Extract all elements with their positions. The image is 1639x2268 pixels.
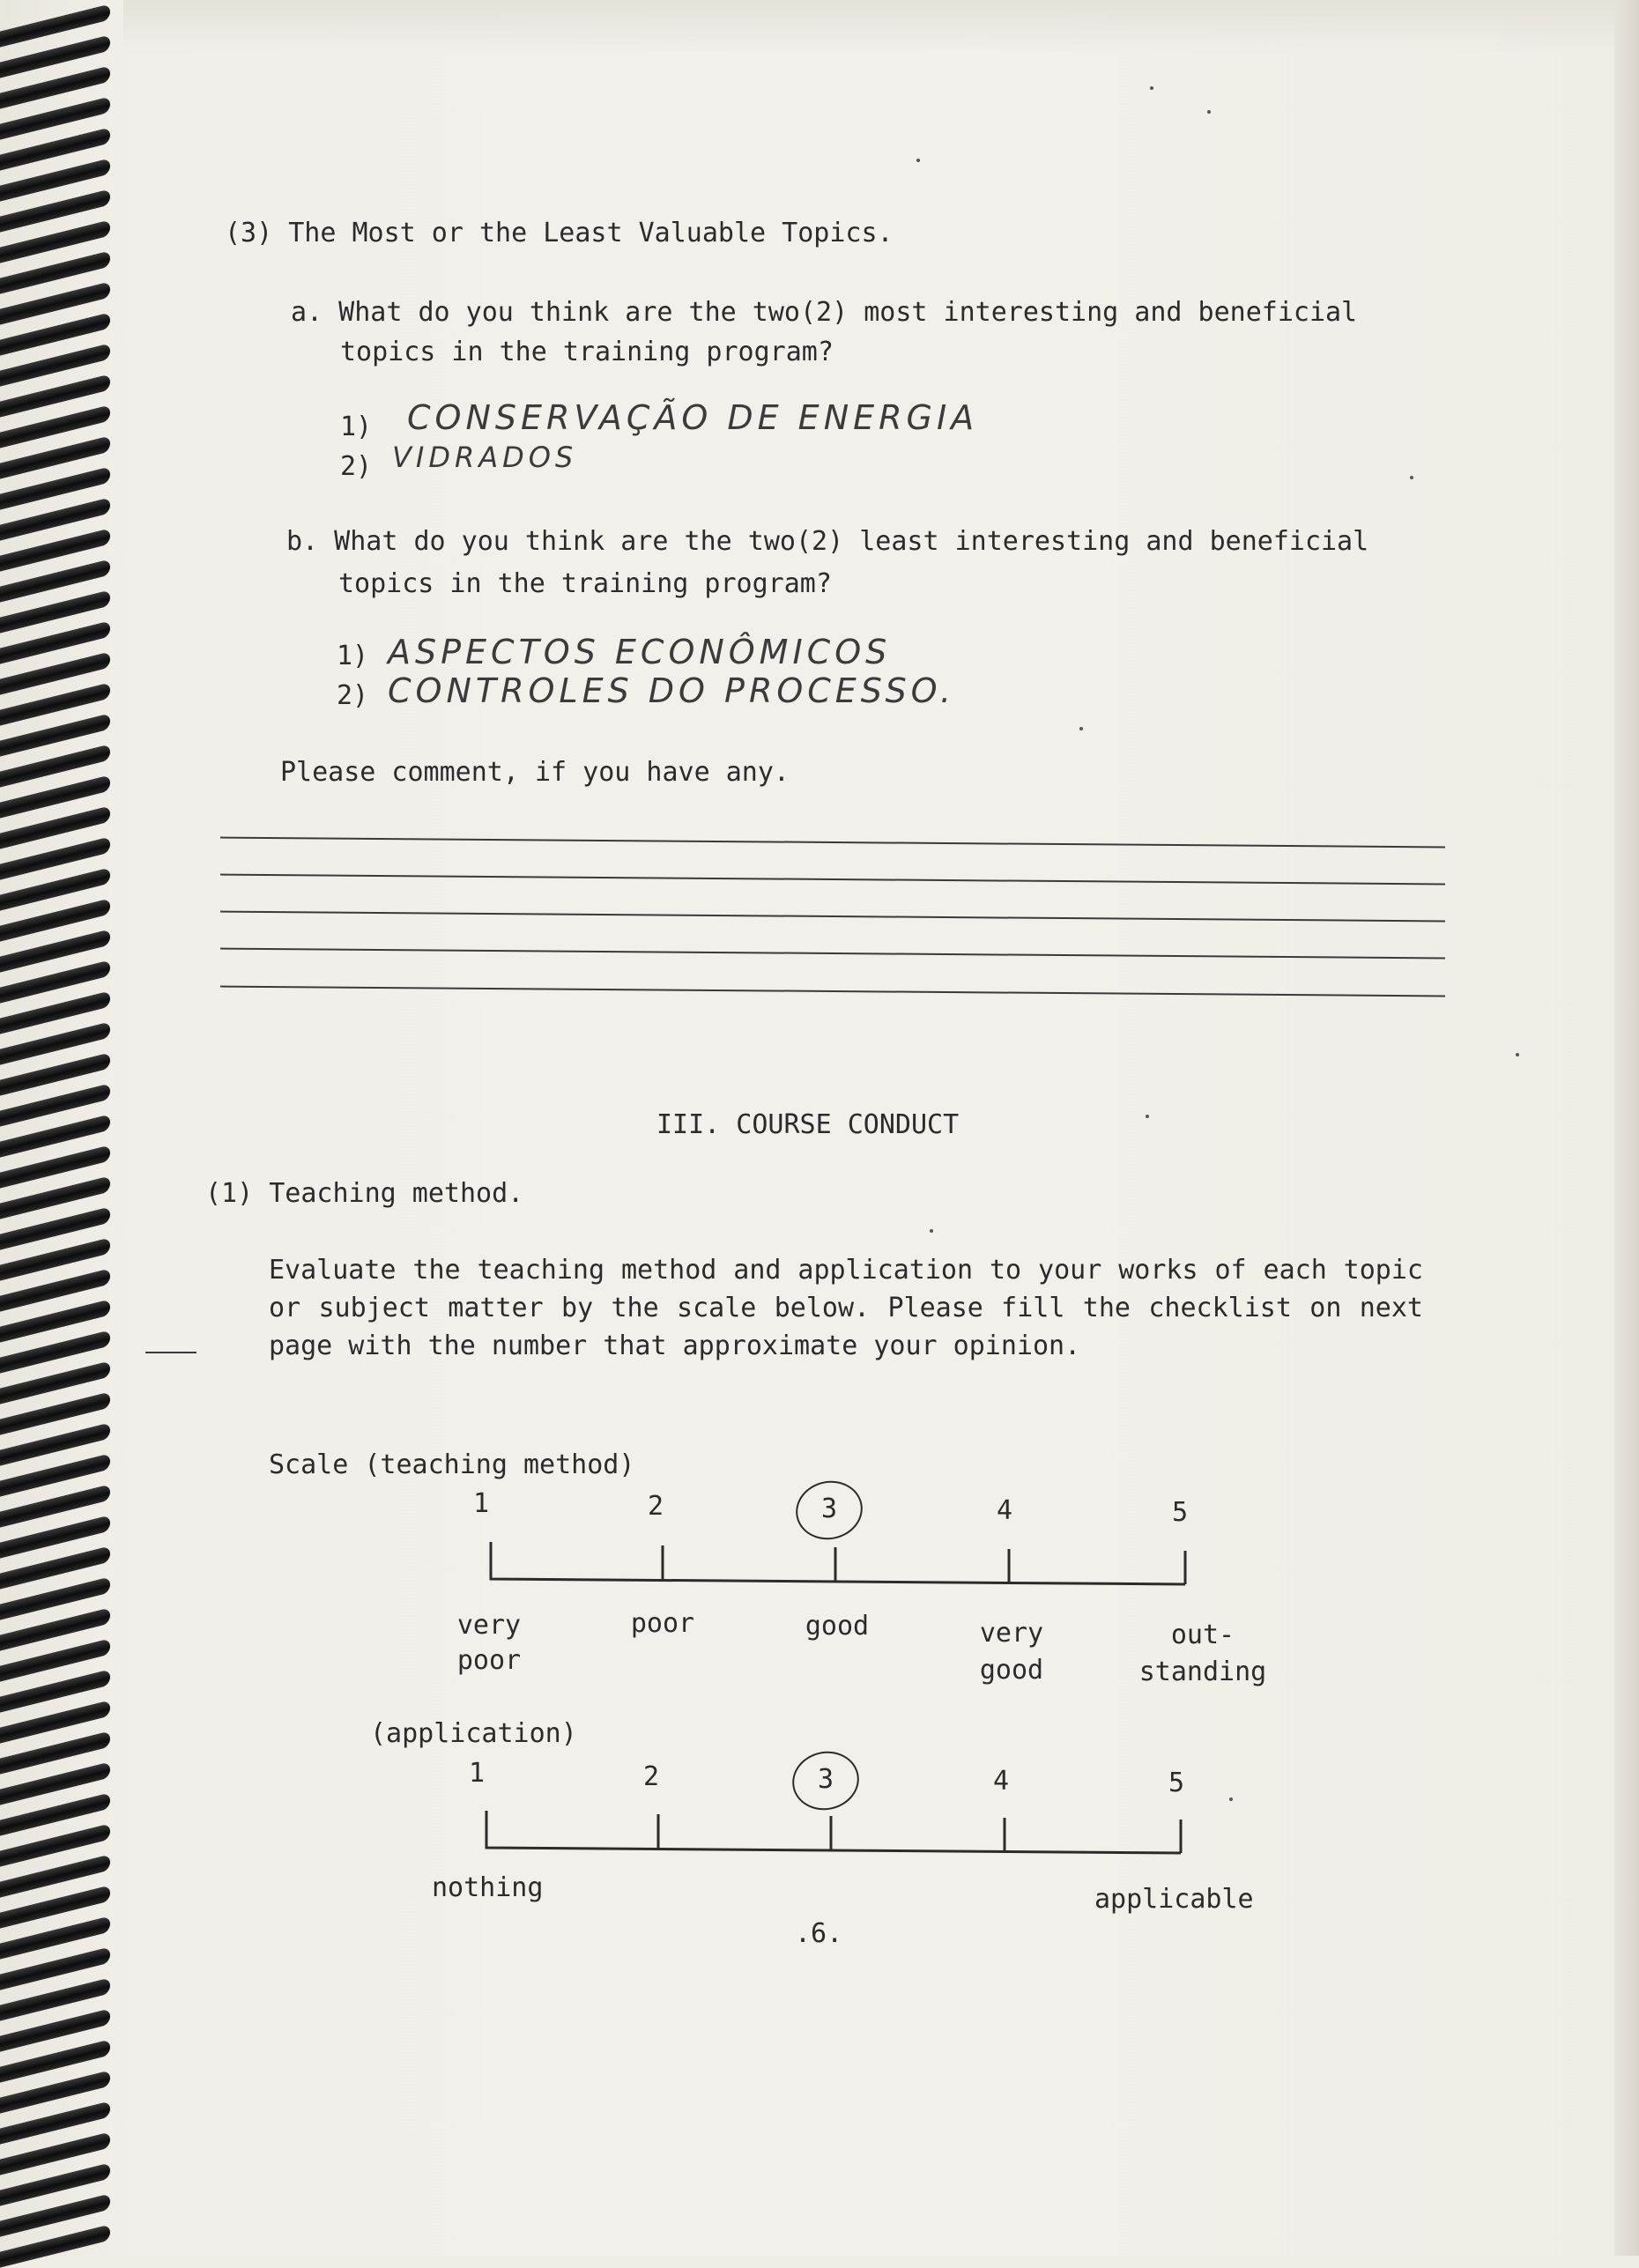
scan-speck [1229,1797,1233,1801]
teaching-instructions: Evaluate the teaching method and application to your works of each topic or subject matter by the scale below. Please fill the checklist on next page with the number that approximate your opinion. [269,1255,1423,1361]
answer-a1-handwritten: CONSERVAÇÃO DE ENERGIA [407,398,979,437]
scan-speck [1516,1053,1519,1056]
scale2-number-1: 1 [469,1758,486,1789]
scale1-axis [476,1533,1198,1595]
margin-dash [145,1352,197,1353]
scan-speck [1146,1115,1149,1118]
comment-line-2 [220,874,1445,886]
scan-speck [930,1229,933,1233]
scale2-number-2: 2 [643,1761,660,1792]
spiral-binding [0,0,123,2256]
scale-teaching-title: Scale (teaching method) [269,1449,635,1480]
answer-a2-handwritten: VIDRADOS [392,441,578,474]
scan-speck [1079,727,1083,730]
scale1-number-4: 4 [997,1495,1013,1526]
answer-b1-number: 1) [337,641,369,671]
scale2-label-applicable: applicable [1094,1884,1254,1915]
comment-line-5 [220,986,1445,997]
scale1-label-very-good [968,1615,1056,1689]
scan-speck [1410,476,1413,479]
scale1-number-2: 2 [648,1491,664,1522]
comment-line-3 [220,911,1445,923]
top-page-edge [123,0,1639,53]
comment-line-1 [220,837,1445,849]
answer-a2-number: 2) [340,451,373,482]
page-number: .6. [795,1918,843,1949]
scale1-label-very-poor [445,1608,533,1679]
scale1-number-1: 1 [473,1488,490,1519]
scale1-label-outstanding [1119,1617,1287,1691]
scale2-label-nothing: nothing [432,1872,544,1903]
comment-line-4 [220,948,1445,960]
question-a-line1: a. What do you think are the two(2) most interesting and beneficial [291,297,1358,328]
answer-a1-number: 1) [340,411,373,442]
scan-speck [1150,86,1153,90]
scale1-label5-line1: out- [1170,1619,1235,1650]
answer-b2-handwritten: CONTROLES DO PROCESSO. [388,671,956,710]
scale1-number-3: 3 [821,1493,838,1524]
question-a-line2: topics in the training program? [340,337,834,367]
question-b-line2: topics in the training program? [338,568,832,599]
scale1-label-poor: poor [630,1608,695,1639]
right-page-edge [1614,0,1639,2256]
scale-application-title: (application) [370,1718,577,1749]
section-title: III. COURSE CONDUCT [656,1109,960,1140]
scan-speck [916,159,920,162]
answer-b2-number: 2) [337,680,369,711]
scale1-label4-line1: very [979,1618,1044,1649]
section-heading: (3) The Most or the Least Valuable Topics. [225,218,894,248]
answer-b1-handwritten: ASPECTOS ECONÔMICOS [388,633,892,671]
scale2-number-3: 3 [818,1764,834,1795]
scale2-number-5: 5 [1168,1768,1185,1798]
scale2-number-4: 4 [993,1766,1010,1797]
scale1-label-good: good [805,1611,870,1642]
scale2-axis [471,1802,1194,1864]
scan-speck [1207,110,1211,114]
scale1-label1-line2: poor [456,1645,522,1676]
scale1-label1-line1: very [456,1610,522,1641]
scale1-number-5: 5 [1172,1497,1189,1528]
comment-prompt: Please comment, if you have any. [280,757,790,788]
question-b-line1: b. What do you think are the two(2) least interesting and beneficial [286,526,1369,557]
scale1-label5-line2: standing [1138,1657,1267,1687]
scale1-label4-line2: good [979,1655,1044,1686]
teaching-heading: (1) Teaching method. [205,1178,524,1209]
